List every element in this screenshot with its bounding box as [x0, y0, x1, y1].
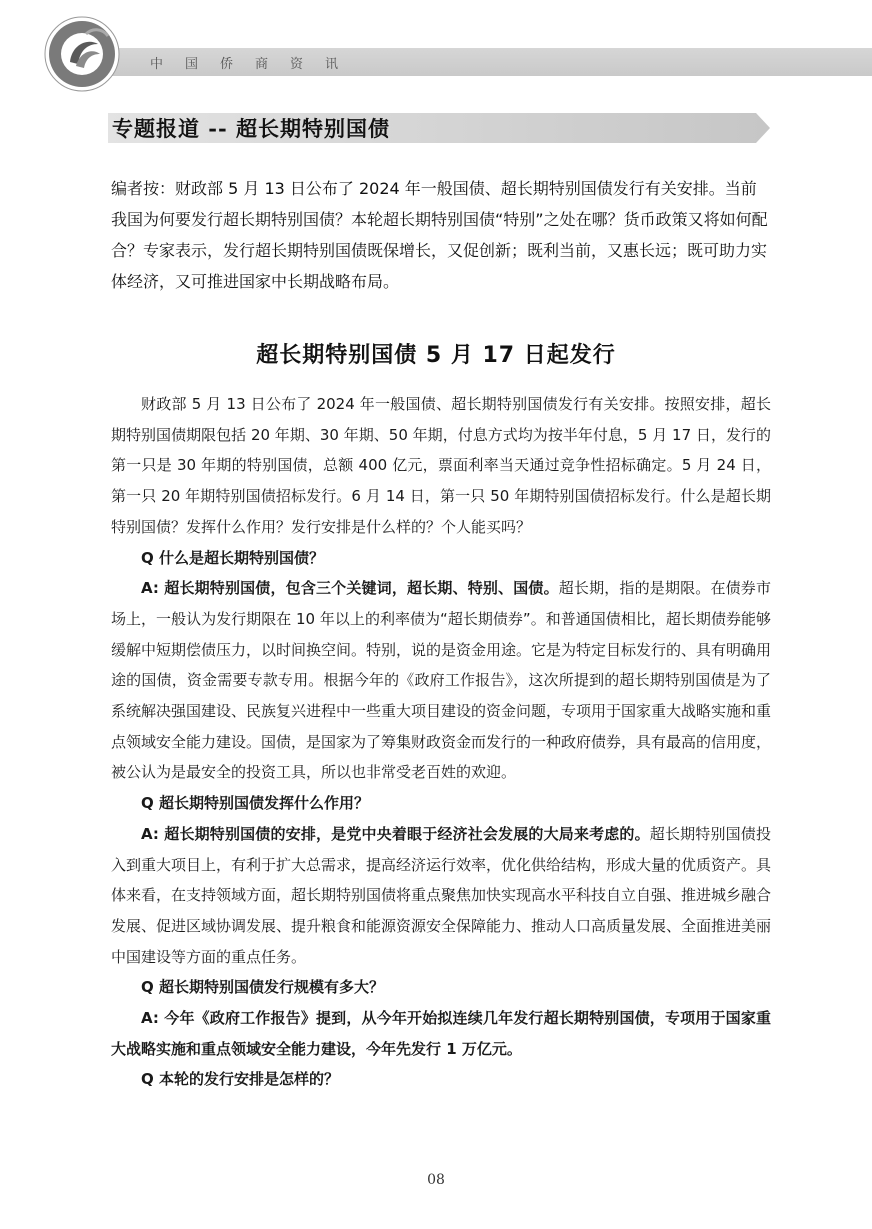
answer-1 [111, 573, 771, 788]
page-number: 08 [427, 1172, 445, 1188]
answer-2-text: 超长期特别国债投入到重大项目上，有利于扩大总需求，提高经济运行效率，优化供给结构，形成大量的优质资产。具体来看，在支持领域方面，超长期特别国债将重点聚焦加快实现高水平科技自立自强、推进城乡融合发展、促进区域协调发展、提升粮食和能源资源安全保障能力、推动人口高质量发展、全面推进美丽中国建设等方面的重点任务。 [111, 824, 772, 966]
section-title: 专题报道 -- 超长期特别国债 [112, 116, 391, 141]
answer-3 [111, 1003, 771, 1064]
answer-2-lead: A: 超长期特别国债的安排，是党中央着眼于经济社会发展的大局来考虑的。 [141, 824, 650, 843]
intro-paragraph: 财政部 5 月 13 日公布了 2024 年一般国债、超长期特别国债发行有关安排。按照安排，超长期特别国债期限包括 20 年期、30 年期、50 年期，付息方式均为按半年付息，5 月 17 日，发行的第一只是 30 年期的特别国债，总额 400 亿元，票面利率当天通过竞争性招标确定。5 月 24 日，第一只 20 年期特别国债招标发行。6 月 14 日，第一只 50 年期特别国债招标发行。什么是超长期特别国债？发挥什么作用？发行安排是什么样的？个人能买吗？ [111, 395, 771, 536]
answer-1-text: 超长期，指的是期限。在债券市场上，一般认为发行期限在 10 年以上的利率债为“超长期债券”。和普通国债相比，超长期债券能够缓解中短期偿债压力，以时间换空间。特别，说的是资金用途。它是为特定目标发行的、具有明确用途的国债，资金需要专款专用。根据今年的《政府工作报告》，这次所提到的超长期特别国债是为了系统解决强国建设、民族复兴进程中一些重大项目建设的资金问题，专项用于国家重大战略实施和重点领域安全能力建设。国债，是国家为了筹集财政资金而发行的一种政府债券，具有最高的信用度，被公认为是最安全的投资工具，所以也非常受老百姓的欢迎。 [111, 579, 772, 782]
question-4: Q 本轮的发行安排是怎样的？ [141, 1070, 339, 1089]
publication-name: 中国侨商资讯 [150, 57, 361, 72]
answer-2 [111, 819, 771, 973]
answer-1-lead: A: 超长期特别国债，包含三个关键词，超长期、特别、国债。 [141, 579, 559, 598]
question-2: Q 超长期特别国债发挥什么作用？ [141, 794, 369, 813]
answer-3-lead: A: 今年《政府工作报告》提到，从今年开始拟连续几年发行超长期特别国债，专项用于国家重大战略实施和重点领域安全能力建设，今年先发行 1 万亿元。 [111, 1009, 771, 1058]
question-3: Q 超长期特别国债发行规模有多大？ [141, 978, 384, 997]
article-title: 超长期特别国债 5 月 17 日起发行 [256, 343, 616, 368]
editor-note: 编者按：财政部 5 月 13 日公布了 2024 年一般国债、超长期特别国债发行有关安排。当前我国为何要发行超长期特别国债？本轮超长期特别国债“特别”之处在哪？货币政策又将如何配合？专家表示，发行超长期特别国债既保增长，又促创新；既利当前，又惠长远；既可助力实体经济，又可推进国家中长期战略布局。 [111, 179, 768, 291]
article-body [111, 389, 771, 1095]
logo-emblem [42, 14, 122, 94]
question-1: Q 什么是超长期特别国债？ [141, 548, 324, 567]
